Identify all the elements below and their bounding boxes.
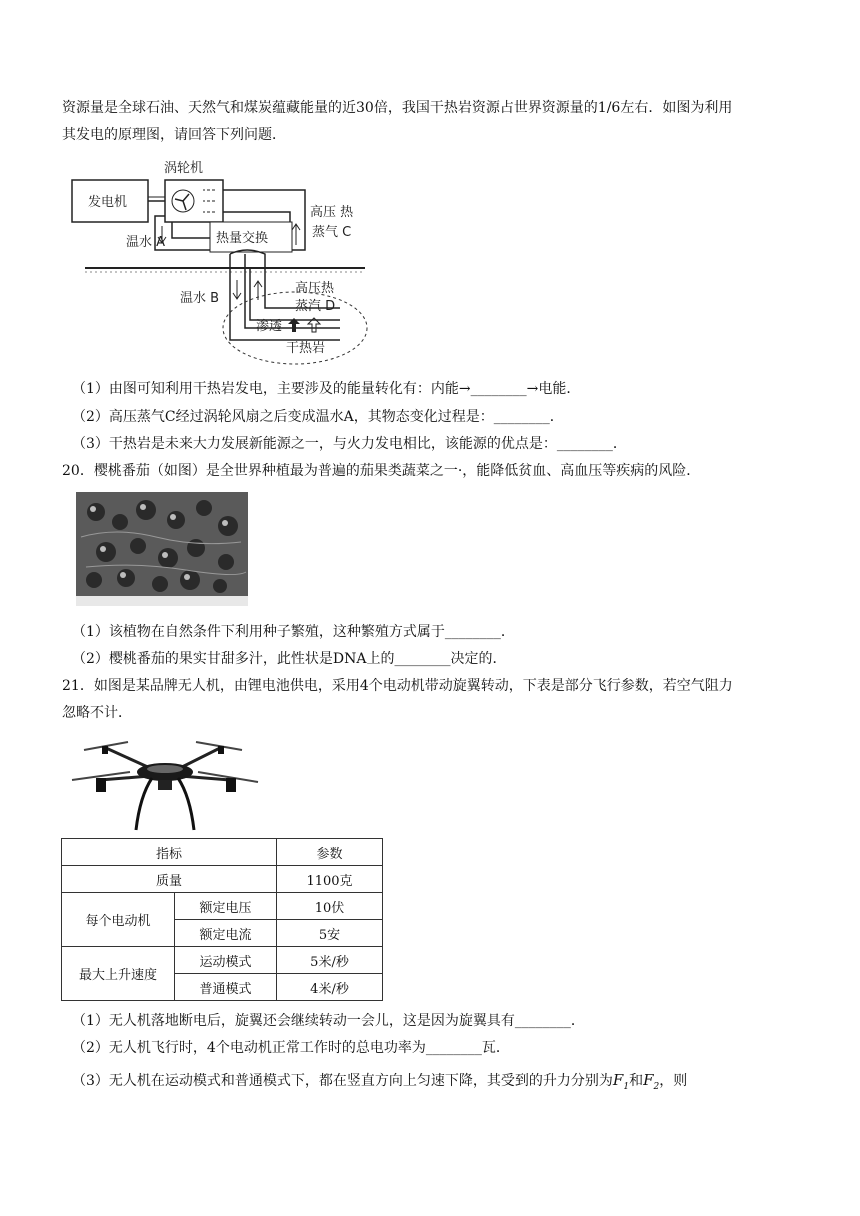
warm-water-a-label: 温水 A: [126, 235, 166, 250]
warm-water-b-label: 温水 B: [180, 291, 220, 306]
q20-part1: （1）该植物在自然条件下利用种子繁殖，这种繁殖方式属于________．: [72, 624, 515, 640]
seepage-label: 渗透: [256, 319, 283, 334]
q20-stem: 20．樱桃番茄（如图）是全世界种植最为普遍的茄果类蔬菜之一·，能降低贫血、高血压等疾病的风险．: [62, 463, 701, 479]
drone-image: [70, 736, 260, 832]
steam-d-label-1: 高压热: [295, 281, 335, 296]
heat-exchange-label: 热量交换: [216, 231, 269, 246]
cherry-tomato-photo: [76, 492, 248, 606]
current-label: 额定电流: [175, 920, 277, 947]
current-value: 5安: [277, 920, 383, 947]
force-f1: $F_1$: [612, 1071, 630, 1092]
intro-line-2: 其发电的原理图，请回答下列问题．: [62, 127, 286, 143]
q21-part2: （2）无人机飞行时，4个电动机正常工作时的总电功率为________瓦．: [72, 1040, 510, 1056]
q19-part2: （2）高压蒸气C经过涡轮风扇之后变成温水A，其物态变化过程是：________．: [72, 409, 564, 425]
dry-hot-rock-label: 干热岩: [286, 341, 326, 356]
steam-d-label-2: 蒸汽 D: [295, 299, 336, 314]
turbine-label: 涡轮机: [164, 161, 204, 176]
mass-value: 1100克: [277, 866, 383, 893]
header-index: 指标: [62, 839, 277, 866]
q21-stem-line-1: 21．如图是某品牌无人机，由锂电池供电，采用4个电动机带动旋翼转动，下表是部分飞行参数，若空气阻力: [62, 678, 733, 694]
q21-part1: （1）无人机落地断电后，旋翼还会继续转动一会儿，这是因为旋翼具有________．: [72, 1013, 585, 1029]
motor-label: 每个电动机: [62, 893, 175, 947]
force-f2: $F_2$: [643, 1071, 660, 1092]
steam-c-label-1: 高压 热: [310, 205, 354, 220]
voltage-value: 10伏: [277, 893, 383, 920]
sport-mode-value: 5米/秒: [277, 947, 383, 974]
flight-parameters-table: [61, 838, 383, 1001]
normal-mode-value: 4米/秒: [277, 974, 383, 1001]
q21-stem-line-2: 忽略不计．: [62, 705, 132, 721]
generator-label: 发电机: [88, 195, 128, 210]
max-ascent-speed-label: 最大上升速度: [62, 947, 175, 1001]
normal-mode-label: 普通模式: [175, 974, 277, 1001]
intro-line-1: 资源量是全球石油、天然气和煤炭蕴藏能量的近30倍，我国干热岩资源占世界资源量的1/6左右．如图为利用: [62, 100, 733, 116]
steam-c-label-2: 蒸气 C: [312, 225, 352, 240]
q19-part1: （1）由图可知利用干热岩发电，主要涉及的能量转化有：内能→________→电能．: [72, 381, 581, 397]
sport-mode-label: 运动模式: [175, 947, 277, 974]
q21-part3-text: （3）无人机在运动模式和普通模式下，都在竖直方向上匀速下降，其受到的升力分别为: [72, 1073, 613, 1089]
q20-part2: （2）樱桃番茄的果实甘甜多汁，此性状是DNA上的________决定的．: [72, 651, 507, 667]
voltage-label: 额定电压: [175, 893, 277, 920]
q19-part3: （3）干热岩是未来大力发展新能源之一，与火力发电相比，该能源的优点是：________．: [72, 436, 627, 452]
q21-part3-end: ，则: [659, 1073, 688, 1089]
q21-part3: [72, 1070, 687, 1097]
q21-part3-and: 和: [629, 1073, 644, 1089]
mass-label: 质量: [62, 866, 277, 893]
header-param: 参数: [277, 839, 383, 866]
geothermal-diagram: [60, 150, 380, 365]
